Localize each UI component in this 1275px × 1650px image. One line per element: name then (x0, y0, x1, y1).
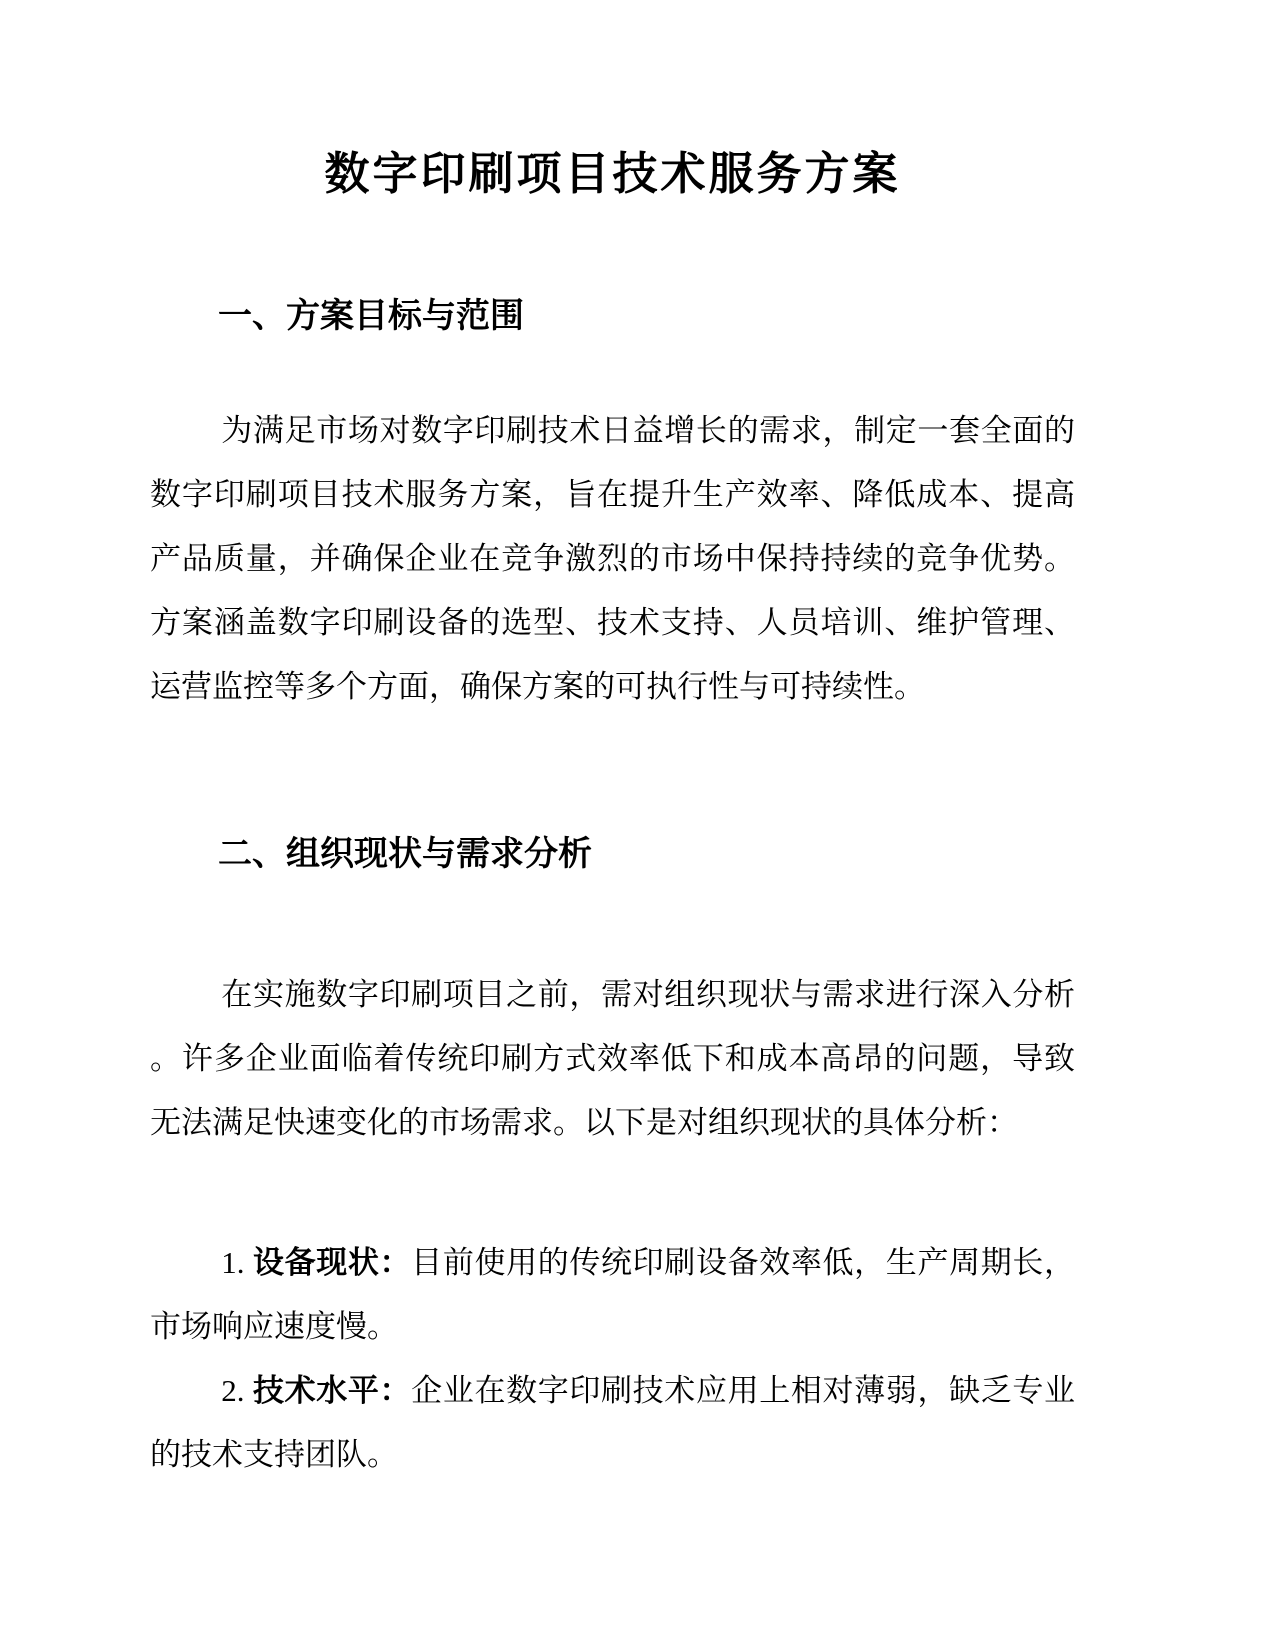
document-title: 数字印刷项目技术服务方案 (324, 148, 901, 199)
item-line: 市场响应速度慢。 (150, 1309, 398, 1344)
analysis-item-2 (150, 1359, 1075, 1487)
paragraph-line: 无法满足快速变化的市场需求。以下是对组织现状的具体分析： (150, 1105, 1018, 1140)
section-2-heading: 二、组织现状与需求分析 (218, 835, 592, 873)
item-text: 企业在数字印刷技术应用上相对薄弱，缺乏专业 (411, 1373, 1076, 1408)
analysis-item-1 (150, 1231, 1075, 1359)
item-number: 2. (221, 1373, 253, 1408)
item-text: 目前使用的传统印刷设备效率低，生产周期长， (411, 1245, 1076, 1280)
section-1-heading: 一、方案目标与范围 (218, 297, 524, 335)
analysis-item-list (150, 1231, 1075, 1487)
paragraph-line: 运营监控等多个方面，确保方案的可执行性与可持续性。 (150, 669, 925, 704)
paragraph-line: 在实施数字印刷项目之前，需对组织现状与需求进行深入分析 (221, 977, 1075, 1012)
item-label: 设备现状： (252, 1245, 412, 1280)
paragraph-line: 数字印刷项目技术服务方案，旨在提升生产效率、降低成本、提高 (150, 477, 1075, 512)
section-1-paragraph (150, 399, 1075, 719)
paragraph-line: 产品质量，并确保企业在竞争激烈的市场中保持持续的竞争优势。 (150, 541, 1075, 576)
item-line: 的技术支持团队。 (150, 1437, 398, 1472)
paragraph-line: 方案涵盖数字印刷设备的选型、技术支持、人员培训、维护管理、 (150, 605, 1075, 640)
paragraph-line: 。许多企业面临着传统印刷方式效率低下和成本高昂的问题，导致 (150, 1041, 1075, 1076)
item-label: 技术水平： (252, 1373, 412, 1408)
document-content (150, 0, 1075, 1487)
item-line (150, 1359, 1075, 1423)
paragraph-line: 为满足市场对数字印刷技术日益增长的需求，制定一套全面的 (221, 413, 1075, 448)
section-2-paragraph (150, 963, 1075, 1155)
item-line (150, 1231, 1075, 1295)
item-number: 1. (221, 1245, 253, 1280)
